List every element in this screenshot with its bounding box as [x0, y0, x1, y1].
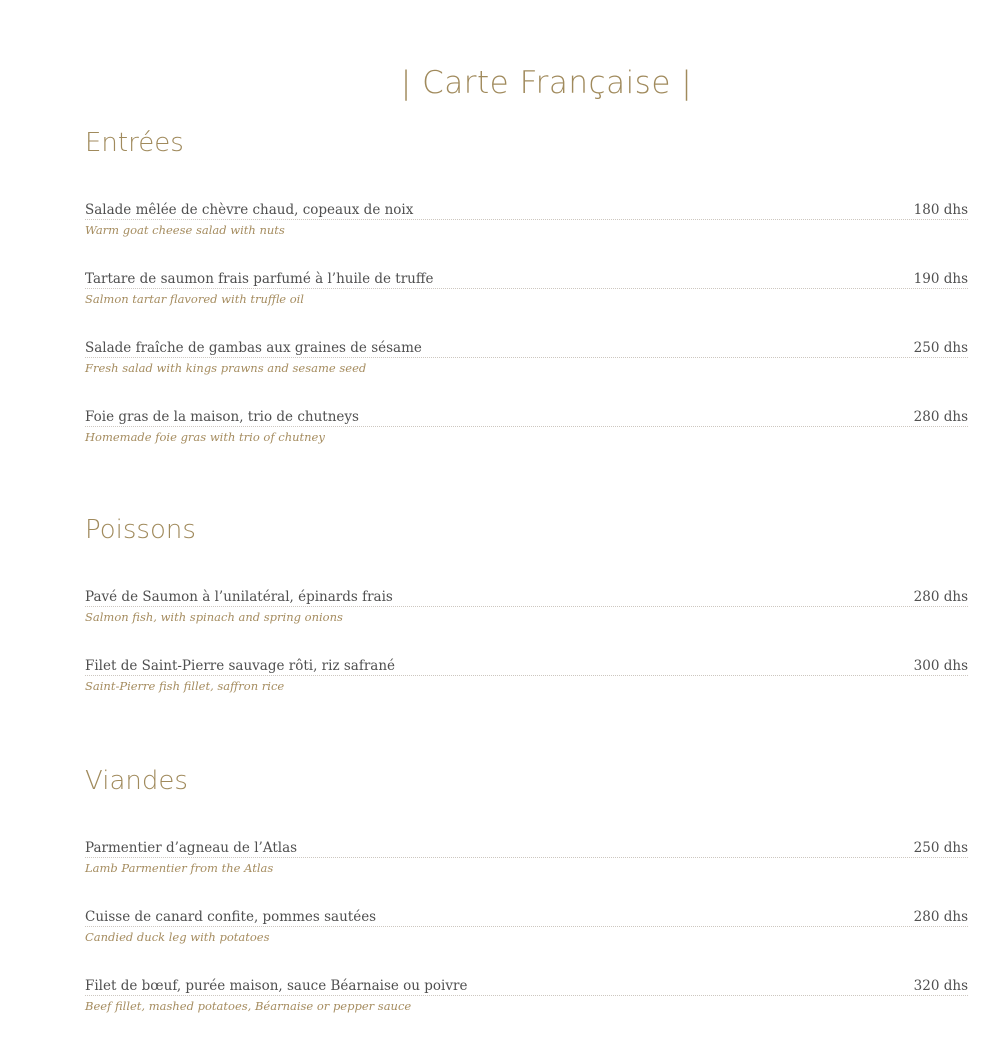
menu-item-description: Beef fillet, mashed potatoes, Béarnaise or pepper sauce [85, 999, 412, 1013]
menu-item-price: 180 dhs [913, 202, 968, 218]
menu-item-list [85, 835, 968, 1042]
menu-item-name: Tartare de saumon frais parfumé à l’huile de truffe [85, 271, 434, 287]
menu-item-name: Filet de bœuf, purée maison, sauce Béarnaise ou poivre [85, 978, 468, 994]
menu-item-description: Lamb Parmentier from the Atlas [85, 861, 274, 875]
menu-item-row [85, 197, 968, 220]
menu-item-name: Foie gras de la maison, trio de chutneys [85, 409, 359, 425]
section-title: Poissons [85, 515, 196, 545]
menu-item-row [85, 404, 968, 427]
menu-item [85, 835, 968, 904]
menu-item-row [85, 904, 968, 927]
menu-item-name: Salade mêlée de chèvre chaud, copeaux de noix [85, 202, 414, 218]
section-entrees [85, 126, 968, 473]
menu-item [85, 973, 968, 1042]
menu-item-price: 280 dhs [913, 589, 968, 605]
menu-item [85, 404, 968, 473]
menu-item-price: 280 dhs [913, 909, 968, 925]
menu-item-price: 190 dhs [913, 271, 968, 287]
menu-item-description: Warm goat cheese salad with nuts [85, 223, 285, 237]
menu-item-description: Saint-Pierre fish fillet, saffron rice [85, 679, 285, 693]
menu-item-name: Salade fraîche de gambas aux graines de sésame [85, 340, 422, 356]
menu-item [85, 197, 968, 266]
menu-item-price: 280 dhs [913, 409, 968, 425]
menu-item-list [85, 584, 968, 722]
menu-item-description: Salmon tartar flavored with truffle oil [85, 292, 304, 306]
menu-item-row [85, 973, 968, 996]
section-title: Viandes [85, 766, 188, 796]
menu-item-description: Salmon fish, with spinach and spring onions [85, 610, 343, 624]
menu-title: | Carte Française | [400, 65, 693, 101]
menu-item [85, 335, 968, 404]
menu-item-price: 320 dhs [913, 978, 968, 994]
menu-item-row [85, 266, 968, 289]
section-title: Entrées [85, 128, 184, 158]
menu-item-row [85, 584, 968, 607]
menu-item-price: 250 dhs [913, 840, 968, 856]
menu-item-name: Cuisse de canard confite, pommes sautées [85, 909, 377, 925]
menu-item-name: Filet de Saint-Pierre sauvage rôti, riz safrané [85, 658, 396, 674]
menu-item-name: Parmentier d’agneau de l’Atlas [85, 840, 298, 856]
menu-item-name: Pavé de Saumon à l’unilatéral, épinards frais [85, 589, 393, 605]
menu-item [85, 904, 968, 973]
menu-item [85, 653, 968, 722]
menu-item-description: Fresh salad with kings prawns and sesame seed [85, 361, 367, 375]
menu-item-row [85, 835, 968, 858]
menu-item-row [85, 335, 968, 358]
menu-item-price: 250 dhs [913, 340, 968, 356]
menu-item-list [85, 197, 968, 473]
section-poissons [85, 513, 968, 722]
section-viandes [85, 764, 968, 1042]
menu-item [85, 266, 968, 335]
menu-item-row [85, 653, 968, 676]
menu-item [85, 584, 968, 653]
menu-item-description: Homemade foie gras with trio of chutney [85, 430, 325, 444]
menu-item-price: 300 dhs [913, 658, 968, 674]
menu-item-description: Candied duck leg with potatoes [85, 930, 270, 944]
